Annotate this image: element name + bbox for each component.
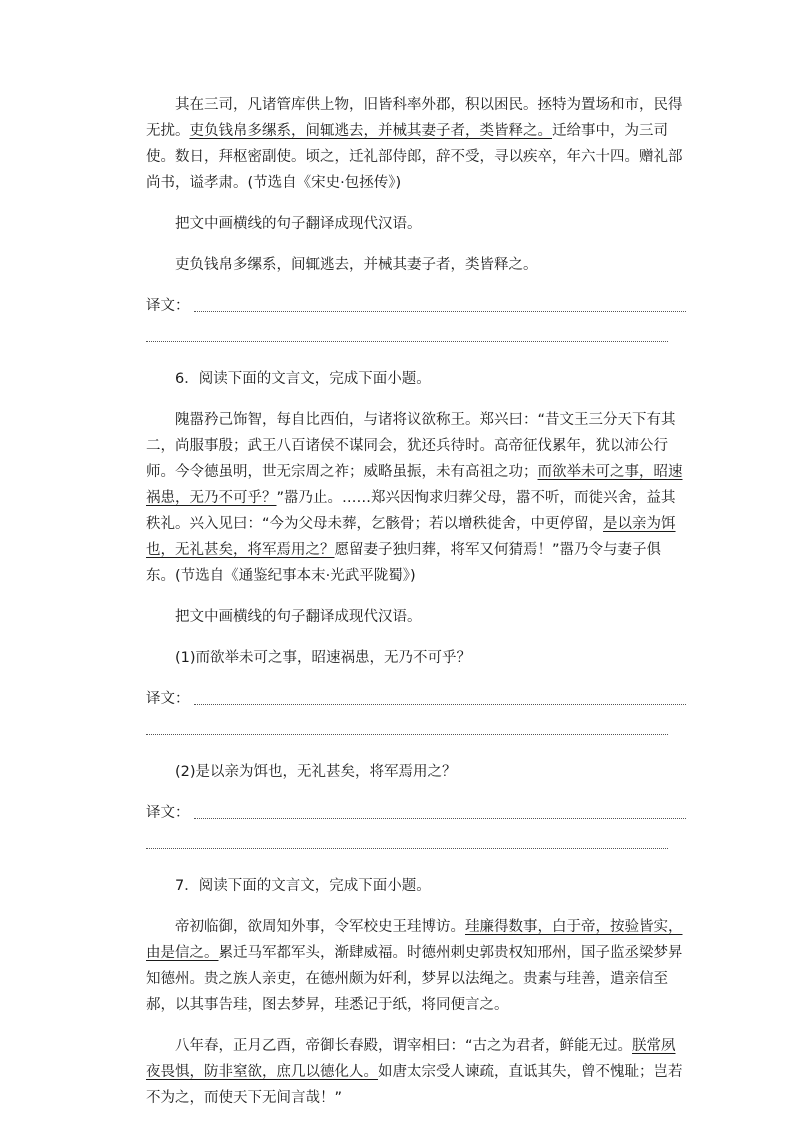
q6-text: 隗嚣矜己饰智，每自比西伯，与诸将议欲称王。郑兴曰：“昔文王三分天下有其二，尚服事殷；武王八百诸侯不谋同会，犹还兵待时。高帝征伐累年，犹以沛公行师。今令德虽明，世无宗周之祚；威略虽振，未有高祖之功； xyxy=(146,412,676,480)
q6-heading: 6．阅读下面的文言文，完成下面小题。 xyxy=(175,371,431,387)
q7-paragraph-2 xyxy=(146,1033,686,1111)
q7-heading: 7．阅读下面的文言文，完成下面小题。 xyxy=(175,878,431,894)
passage5-text: 其在三司，凡诸管库供上物，旧皆科率外郡，积以困民。拯特为置场和市，民得无扰。 xyxy=(146,97,683,139)
answer-line-2 xyxy=(146,734,668,735)
answer-line-2 xyxy=(146,848,668,849)
passage5-sentence: 吏负钱帛多缧系，间辄逃去，并械其妻子者，类皆释之。 xyxy=(175,257,538,273)
q6-paragraph xyxy=(146,407,686,589)
q7-text-cont: 累迁马军都军头，渐肆威福。时德州刺史郭贵权知邢州，国子监丞梁梦昇知德州。贵之族人亲吏，在德州颇为奸利，梦昇以法绳之。贵素与珪善，遣亲信至郝，以其事告珪，图去梦昇，珪悉记于纸，将同便言之。 xyxy=(146,945,683,1013)
q7-paragraph-1 xyxy=(146,914,686,1018)
passage5-paragraph xyxy=(146,92,686,196)
answer-line xyxy=(194,818,687,819)
q6-answer-row-2 xyxy=(146,800,686,826)
q6-text-cont: ”嚣乃止。……郑兴因恂求归葬父母，嚣不听，而徙兴舍，益其秩礼。兴入见曰：“今为父母未葬，乞骸骨；若以增秩徙舍，中更停留， xyxy=(146,490,676,532)
answer-line xyxy=(194,311,687,312)
answer-label: 译文： xyxy=(146,298,190,314)
q7-text-2: 八年春，正月乙酉，帝御长春殿，谓宰相曰：“古之为君者，鲜能无过。 xyxy=(175,1038,633,1054)
answer-label: 译文： xyxy=(146,805,190,821)
answer-line xyxy=(194,704,687,705)
q7-underlined-sentence-2: 朕常夙夜畏惧，防非窒欲，庶几以德化人。 xyxy=(146,1038,676,1080)
q6-text-end: 愿留妻子独归葬，将军又何猜焉！”嚣乃令与妻子俱东。(节选自《通鉴纪事本末·光武平陇蜀》) xyxy=(146,542,662,584)
q6-answer-row-1 xyxy=(146,686,686,712)
q6-sentence-1: (1)而欲举未可之事，昭速祸患，无乃不可乎？ xyxy=(175,650,472,666)
q7-underlined-sentence-1: 珪廉得数事，白于帝，按验皆实，由是信之。 xyxy=(146,919,683,961)
q7-text-2-cont: 如唐太宗受人谏疏，直诋其失，曾不愧耻；岂若不为之，而使天下无间言哉！” xyxy=(146,1064,683,1106)
passage5-answer-row xyxy=(146,293,686,319)
answer-label: 译文： xyxy=(146,691,190,707)
q7-text: 帝初临御，欲周知外事，令军校史王珪博访。 xyxy=(175,919,465,935)
q6-sentence-2: (2)是以亲为饵也，无礼甚矣，将军焉用之？ xyxy=(175,764,457,780)
q6-underlined-sentence-2: 是以亲为饵也，无礼甚矣，将军焉用之？ xyxy=(146,516,676,558)
passage5-underlined-sentence: 吏负钱帛多缧系，间辄逃去，并械其妻子者，类皆释之。 xyxy=(189,123,552,139)
document-page xyxy=(146,92,686,1126)
passage5-instruction: 把文中画横线的句子翻译成现代汉语。 xyxy=(175,216,422,232)
q6-instruction: 把文中画横线的句子翻译成现代汉语。 xyxy=(175,609,422,625)
q6-underlined-sentence-1: 而欲举未可之事，昭速祸患，无乃不可乎？ xyxy=(146,464,683,506)
answer-line-2 xyxy=(146,341,668,342)
passage5-text-cont: 迁给事中，为三司使。数日，拜枢密副使。顷之，迁礼部侍郎，辞不受，寻以疾卒，年六十四。赠礼部尚书，谥孝肃。(节选自《宋史·包拯传》) xyxy=(146,123,683,191)
